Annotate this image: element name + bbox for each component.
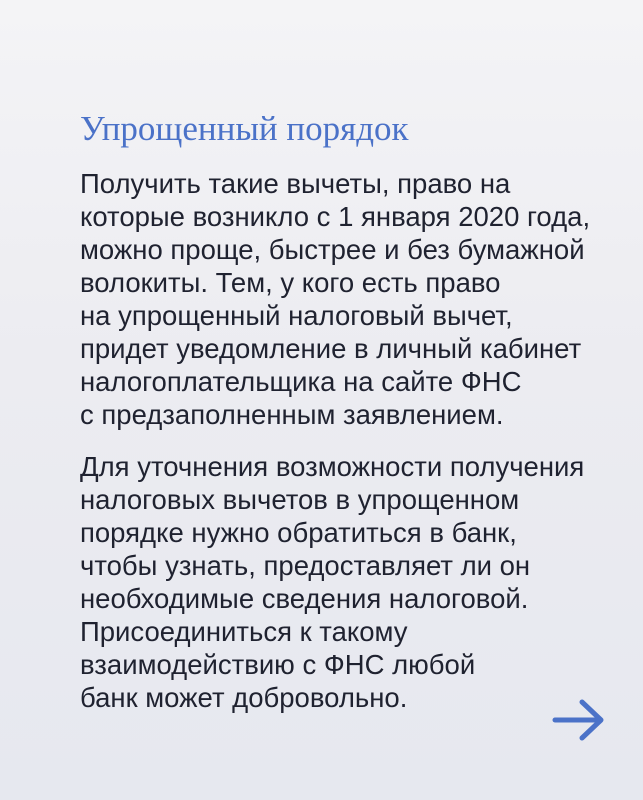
text-line: чтобы узнать, предоставляет ли он (80, 550, 531, 581)
text-line: необходимые сведения налоговой. (80, 583, 529, 614)
arrow-right-icon[interactable] (552, 697, 606, 743)
text-line: которые возникло с 1 января 2020 года, (80, 201, 591, 232)
text-line: Присоединиться к такому (80, 616, 408, 647)
slide-title: Упрощенный порядок (80, 109, 409, 148)
text-line: придет уведомление в личный кабинет (80, 333, 582, 364)
text-line: волокиты. Тем, у кого есть право (80, 267, 501, 298)
text-line: налогоплательщика на сайте ФНС (80, 366, 522, 397)
text-line: на упрощенный налоговый вычет, (80, 300, 513, 331)
paragraph-simplified-deduction (80, 167, 590, 431)
text-line: порядке нужно обратиться в банк, (80, 517, 517, 548)
paragraph-bank-info (80, 450, 584, 714)
text-line: взаимодействию с ФНС любой (80, 649, 476, 680)
text-line: банк может добровольно. (80, 682, 408, 713)
text-line: налоговых вычетов в упрощенном (80, 484, 520, 515)
text-line: Получить такие вычеты, право на (80, 168, 511, 199)
text-line: с предзаполненным заявлением. (80, 399, 504, 430)
text-line: можно проще, быстрее и без бумажной (80, 234, 585, 265)
text-line: Для уточнения возможности получения (80, 451, 585, 482)
